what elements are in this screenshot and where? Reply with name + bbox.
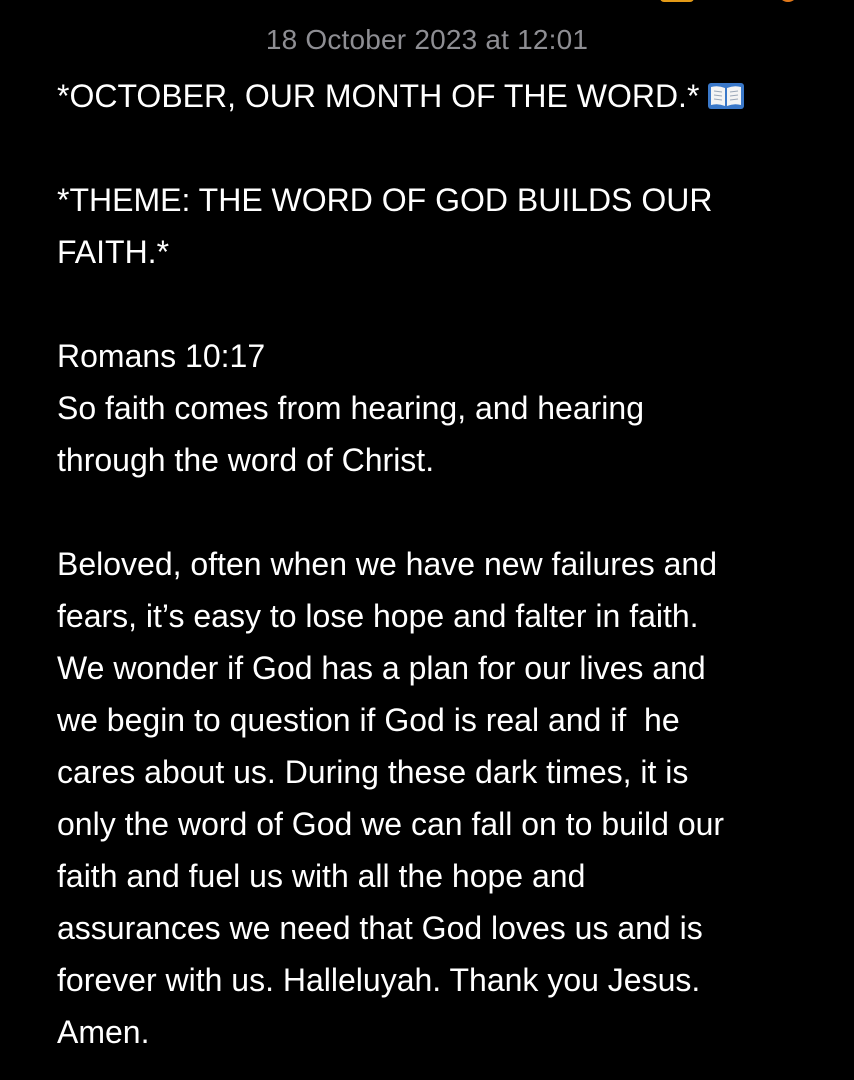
body-line: cares about us. During these dark times, it is bbox=[57, 754, 689, 790]
body-line: faith and fuel us with all the hope and bbox=[57, 858, 586, 894]
open-book-icon bbox=[707, 82, 745, 110]
body-line: Amen. bbox=[57, 1014, 150, 1050]
note-title-text: *OCTOBER, OUR MONTH OF THE WORD.* bbox=[57, 78, 700, 114]
body-line: only the word of God we can fall on to build our bbox=[57, 806, 725, 842]
body-line: we begin to question if God is real and if he bbox=[57, 702, 680, 738]
note-title-line bbox=[57, 70, 817, 122]
share-icon[interactable] bbox=[660, 0, 694, 2]
verse-line: through the word of Christ. bbox=[57, 442, 435, 478]
theme-line: FAITH.* bbox=[57, 234, 170, 270]
blank-line bbox=[57, 486, 817, 538]
theme-line: *THEME: THE WORD OF GOD BUILDS OUR bbox=[57, 182, 713, 218]
top-toolbar-icons bbox=[0, 0, 854, 4]
body-line: forever with us. Halleluyah. Thank you Jesus. bbox=[57, 962, 701, 998]
body-line: We wonder if God has a plan for our lives and bbox=[57, 650, 706, 686]
more-icon[interactable] bbox=[778, 0, 798, 2]
blank-line bbox=[57, 278, 817, 330]
verse-line: So faith comes from hearing, and hearing bbox=[57, 390, 644, 426]
verse-reference: Romans 10:17 bbox=[57, 338, 266, 374]
body-line: Beloved, often when we have new failures and bbox=[57, 546, 717, 582]
body-line: assurances we need that God loves us and is bbox=[57, 910, 703, 946]
blank-line bbox=[57, 122, 817, 174]
note-timestamp: 18 October 2023 at 12:01 bbox=[265, 24, 589, 55]
note-body[interactable] bbox=[57, 70, 817, 1058]
body-line: fears, it’s easy to lose hope and falter in faith. bbox=[57, 598, 699, 634]
